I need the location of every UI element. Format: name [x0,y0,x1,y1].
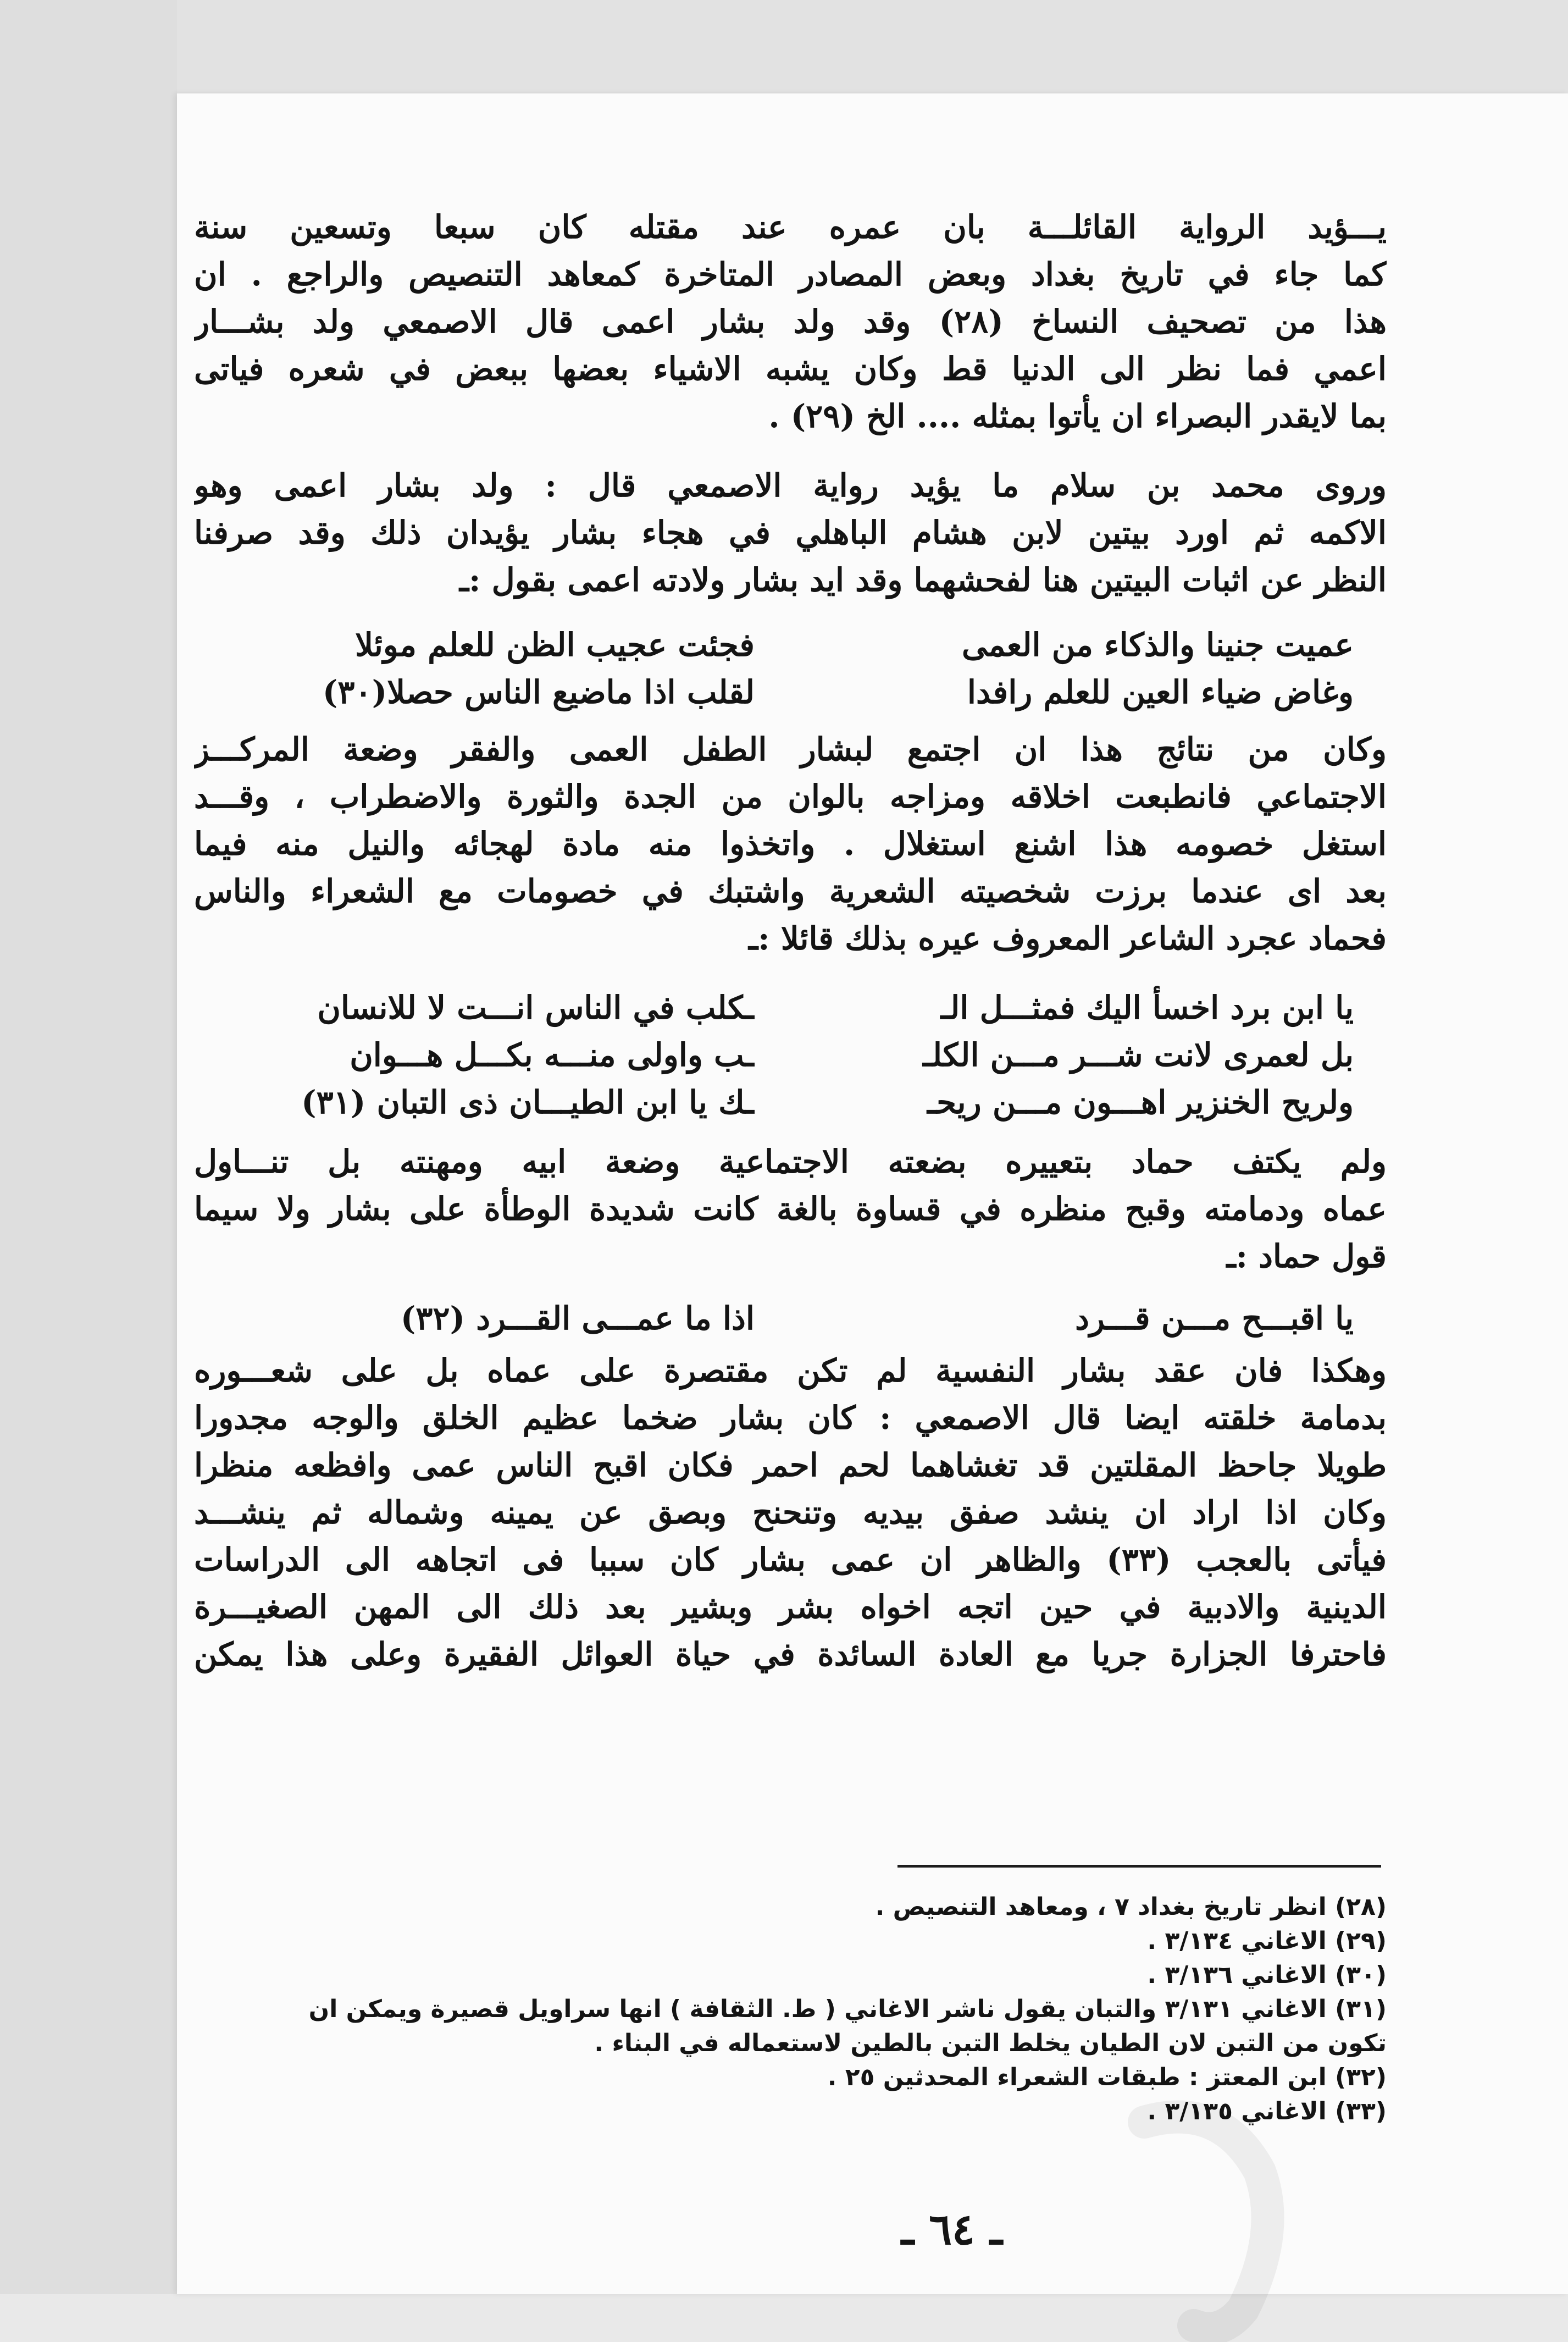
paragraph-1 [194,203,1387,440]
verse-hemistich-first: يا اقبـــح مـــن قـــرد [1075,1300,1354,1337]
verse-hemistich-first: وغاض ضياء العين للعلم رافدا [967,673,1354,711]
paragraph-line: بدمامة خلقته ايضا قال الاصمعي : كان بشار ضخما عظيم الخلق والوجه مجدورا [194,1399,1387,1437]
faint-watermark-mark [1111,2089,1298,2342]
verse-row [194,621,1387,669]
verse-hemistich-first: ولريح الخنزير اهـــون مـــن ريحـ [927,1084,1354,1121]
verse-hemistich-second: ـب واولى منـــه بكـــل هـــوان [350,1036,755,1074]
verse-row [194,1295,1387,1342]
paragraph-line: طويلا جاحظ المقلتين قد تغشاهما لحم احمر فكان اقبح الناس عمى وافظعه منظرا [194,1446,1387,1484]
paragraph-line: فاحترفا الجزارة جريا مع العادة السائدة في حياة العوائل الفقيرة وعلى هذا يمكن [194,1636,1387,1673]
scan-left-margin [0,0,177,2294]
verse-block-1 [194,621,1387,716]
paragraph-line: وكان من نتائج هذا ان اجتمع لبشار الطفل العمى والفقر وضعة المركـــز [194,731,1387,768]
paragraph-4 [194,1138,1387,1280]
paragraph-line: اعمي فما نظر الى الدنيا قط وكان يشبه الاشياء بعضها ببعض في شعره فياتى [194,350,1387,388]
paragraph-line: الاكمه ثم اورد بيتين لابن هشام الباهلي في هجاء بشار يؤيدان ذلك وقد صرفنا [194,514,1387,551]
paragraph-line: بعد اى عندما برزت شخصيته الشعرية واشتبك في خصومات مع الشعراء والناس [194,872,1387,910]
verse-hemistich-first: عميت جنينا والذكاء من العمى [961,626,1354,664]
footnote: (٢٩) الاغاني ٣/١٣٤ . [1147,1927,1387,1955]
paragraph-line: ولم يكتف حماد بتعييره بضعته الاجتماعية وضعة ابيه ومهنته بل تنـــاول [194,1143,1387,1180]
paragraph-line: وهكذا فان عقد بشار النفسية لم تكن مقتصرة على عماه بل على شعـــوره [194,1352,1387,1389]
paragraph-line: وكان اذا اراد ان ينشد صفق بيديه وتنحنح وبصق عن يمينه وشماله ثم ينشـــد [194,1494,1387,1531]
footnote-continuation: تكون من التبن لان الطيان يخلط التبن بالطين لاستعماله في البناء . [594,2029,1387,2057]
verse-row [194,984,1387,1031]
verse-row [194,1079,1387,1126]
verse-hemistich-first: بل لعمرى لانت شـــر مـــن الكلـ [923,1036,1354,1074]
paragraph-line: النظر عن اثبات البيتين هنا لفحشهما وقد ايد بشار ولادته اعمى بقول :ـ [459,561,1387,599]
paragraph-line: هذا من تصحيف النساخ (٢٨) وقد ولد بشار اعمى قال الاصمعي ولد بشـــار [194,303,1387,340]
paragraph-line: فحماد عجرد الشاعر المعروف عيره بذلك قائلا :ـ [749,920,1387,957]
verse-hemistich-second: ـك يا ابن الطيـــان ذى التبان (٣١) [301,1084,755,1121]
paragraph-line: الاجتماعي فانطبعت اخلاقه ومزاجه بالوان من الجدة والثورة والاضطراب ، وقـــد [194,778,1387,815]
paragraph-5 [194,1347,1387,1678]
verse-hemistich-first: يا ابن برد اخسأ اليك فمثـــل الـ [940,989,1354,1026]
footnote: (٣٢) ابن المعتز : طبقات الشعراء المحدثين ٢٥ . [827,2063,1387,2091]
page-number: ـ ٦٤ ـ [901,2205,1002,2255]
paragraph-line: وروى محمد بن سلام ما يؤيد رواية الاصمعي قال : ولد بشار اعمى وهو [194,467,1387,504]
verse-block-2 [194,984,1387,1126]
paragraph-line: استغل خصومه هذا اشنع استغلال . واتخذوا منه مادة لهجائه والنيل منه فيما [194,825,1387,863]
paragraph-2 [194,462,1387,604]
verse-row [194,669,1387,716]
verse-row [194,1031,1387,1079]
scan-top-margin [0,0,1568,93]
footnote: (٣٣) الاغاني ٣/١٣٥ . [1147,2097,1387,2125]
verse-block-3 [194,1295,1387,1342]
verse-hemistich-second: ـكلب في الناس انـــت لا للانسان [317,989,755,1026]
footnote: (٢٨) انظر تاريخ بغداد ٧ ، ومعاهد التنصيص . [875,1893,1387,1921]
verse-hemistich-second: اذا ما عمـــى القـــرد (٣٢) [400,1300,755,1337]
paragraph-line: عماه ودمامته وقبح منظره في قساوة بالغة كانت شديدة الوطأة على بشار ولا سيما [194,1190,1387,1228]
paragraph-line: بما لايقدر البصراء ان يأتوا بمثله .... الخ (٢٩) . [768,397,1387,435]
verse-hemistich-second: فجئت عجيب الظن للعلم موئلا [355,626,755,664]
paragraph-line: الدينية والادبية في حين اتجه اخواه بشر وبشير بعد ذلك الى المهن الصغيـــرة [194,1588,1387,1626]
paragraph-line: يـــؤيد الرواية القائلـــة بان عمره عند مقتله كان سبعا وتسعين سنة [194,208,1387,246]
paragraph-3 [194,726,1387,962]
paragraph-line: كما جاء في تاريخ بغداد وبعض المصادر المتاخرة كمعاهد التنصيص والراجع . ان [194,256,1387,293]
verse-hemistich-second: لقلب اذا ماضيع الناس حصلا(٣٠) [322,673,755,711]
paragraph-line: فيأتى بالعجب (٣٣) والظاهر ان عمى بشار كان سببا فى اتجاهه الى الدراسات [194,1541,1387,1578]
footnote: (٣١) الاغاني ٣/١٣١ والتبان يقول ناشر الاغاني ( ط. الثقافة ) انها سراويل قصيرة ويمكن ان [308,1995,1387,2023]
paragraph-line: قول حماد :ـ [1226,1238,1387,1275]
book-page [177,93,1568,2294]
footnote: (٣٠) الاغاني ٣/١٣٦ . [1147,1961,1387,1989]
footnote-divider [897,1865,1381,1868]
